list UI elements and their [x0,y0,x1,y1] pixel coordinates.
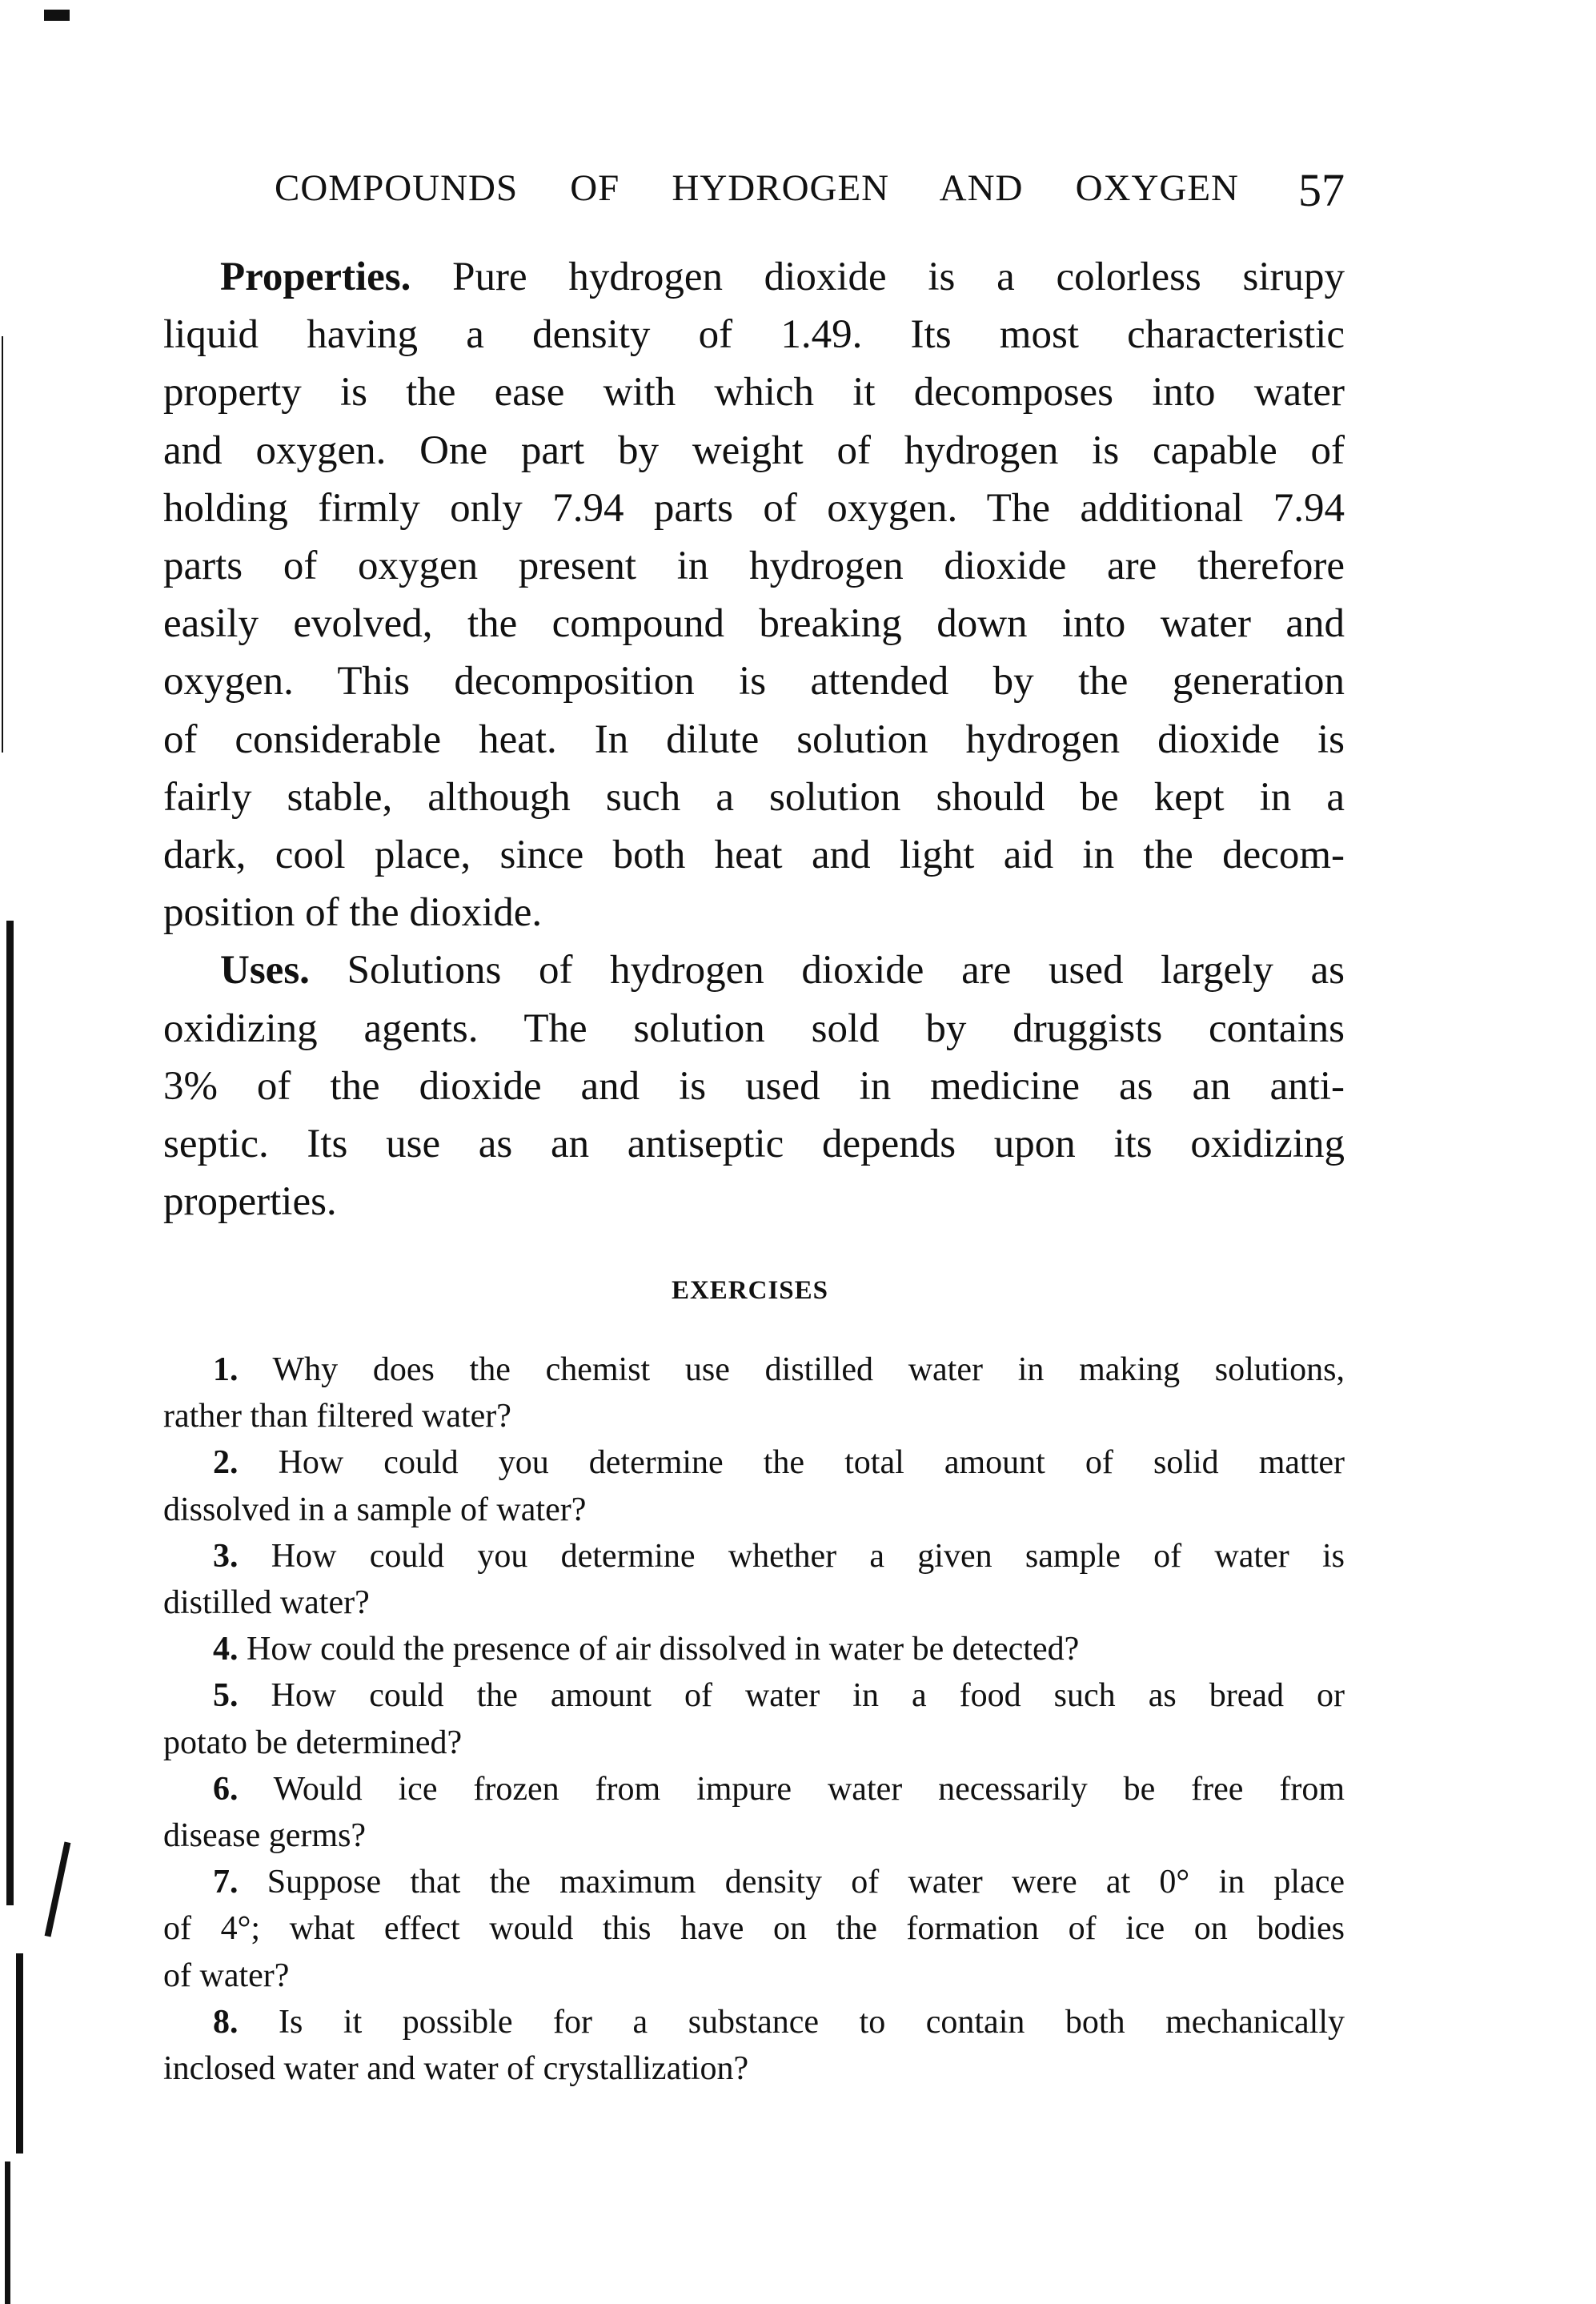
exercise-line [213,1859,1345,1905]
exercise-line [213,1999,1345,2045]
scan-edge-line [2,336,3,753]
exercise-number: 3. [213,1537,239,1575]
exercise-number: 8. [213,2003,239,2041]
exercise-question: How could the amount of water in a food such as bread or [271,1677,1345,1715]
paragraph-lead: Uses. [220,948,310,993]
paragraph-line: liquid having a density of 1.49. Its most characteristic [163,312,1345,358]
paragraph-text: Pure hydrogen dioxide is a colorless sirupy [452,255,1345,299]
exercise-line [213,1533,1345,1579]
paragraph-first-line [220,248,1345,306]
exercise-question: How could you determine whether a given sample of water is [271,1537,1345,1575]
exercise-line [213,1347,1345,1393]
paragraph-line: easily evolved, the compound breaking down into water and [163,601,1345,647]
exercise-number: 1. [213,1351,239,1388]
exercise-line: distilled water? [163,1584,370,1621]
exercise-number: 2. [213,1444,239,1482]
exercise-line [213,1439,1345,1486]
paragraph-line: of considerable heat. In dilute solution hydrogen dioxide is [163,716,1345,762]
paragraph-text: Solutions of hydrogen dioxide are used largely as [347,948,1345,993]
exercise-line: of water? [163,1957,290,1994]
paragraph-line: septic. Its use as an antiseptic depends upon its oxidizing [163,1122,1345,1166]
exercises-heading: EXERCISES [671,1276,829,1305]
paragraph-lead: Properties. [220,255,411,299]
paragraph-line: parts of oxygen present in hydrogen dioxide are therefore [163,544,1345,588]
paragraph-line: property is the ease with which it decomposes into water [163,370,1345,415]
exercise-line: potato be determined? [163,1724,463,1761]
exercise-line [213,1766,1345,1812]
exercise-line: rather than filtered water? [163,1398,511,1435]
scan-edge-mark [45,1841,71,1937]
scan-edge-bar [16,1953,23,2153]
running-header: COMPOUNDS OF HYDROGEN AND OXYGEN [275,167,1239,209]
paragraph-line: fairly stable, although such a solution should be kept in a [163,774,1345,820]
exercise-number: 5. [213,1677,239,1715]
scan-edge-bar [6,921,14,1905]
exercise-line [213,1672,1345,1719]
exercise-question: Suppose that the maximum density of water were at 0° in place [267,1864,1345,1901]
scan-edge-bar [5,2162,10,2304]
exercise-line: of 4°; what effect would this have on the formation of ice on bodies [163,1910,1345,1948]
paragraph-line: dark, cool place, since both heat and light aid in the decom- [163,833,1345,877]
exercise-question: Would ice frozen from impure water necessarily be free from [273,1770,1345,1808]
paragraph-line: oxidizing agents. The solution sold by druggists contains [163,1005,1345,1051]
exercise-question: How could you determine the total amount of solid matter [278,1444,1345,1482]
exercise-line: dissolved in a sample of water? [163,1491,587,1528]
paragraph-line: position of the dioxide. [163,890,543,936]
paragraph-first-line [220,941,1345,999]
paragraph-line: oxygen. This decomposition is attended by the generation [163,659,1345,704]
scan-mark-top [44,10,70,21]
exercise-question: How could the presence of air dissolved in water be detected? [247,1631,1080,1668]
paragraph-line: properties. [163,1179,337,1225]
exercise-line [213,1626,1345,1672]
paragraph-line: 3% of the dioxide and is used in medicine as an anti- [163,1063,1345,1109]
exercise-line: disease germs? [163,1817,367,1854]
exercise-number: 4. [213,1631,239,1668]
paragraph-line: holding firmly only 7.94 parts of oxygen. The additional 7.94 [163,485,1345,531]
exercise-question: Is it possible for a substance to contain both mechanically [279,2003,1345,2041]
exercise-number: 7. [213,1864,239,1901]
page-number: 57 [1298,164,1345,216]
exercise-line: inclosed water and water of crystallization? [163,2050,749,2087]
exercise-number: 6. [213,1770,239,1808]
exercise-question: Why does the chemist use distilled water in making solutions, [272,1351,1345,1388]
paragraph-line: and oxygen. One part by weight of hydrogen is capable of [163,427,1345,473]
